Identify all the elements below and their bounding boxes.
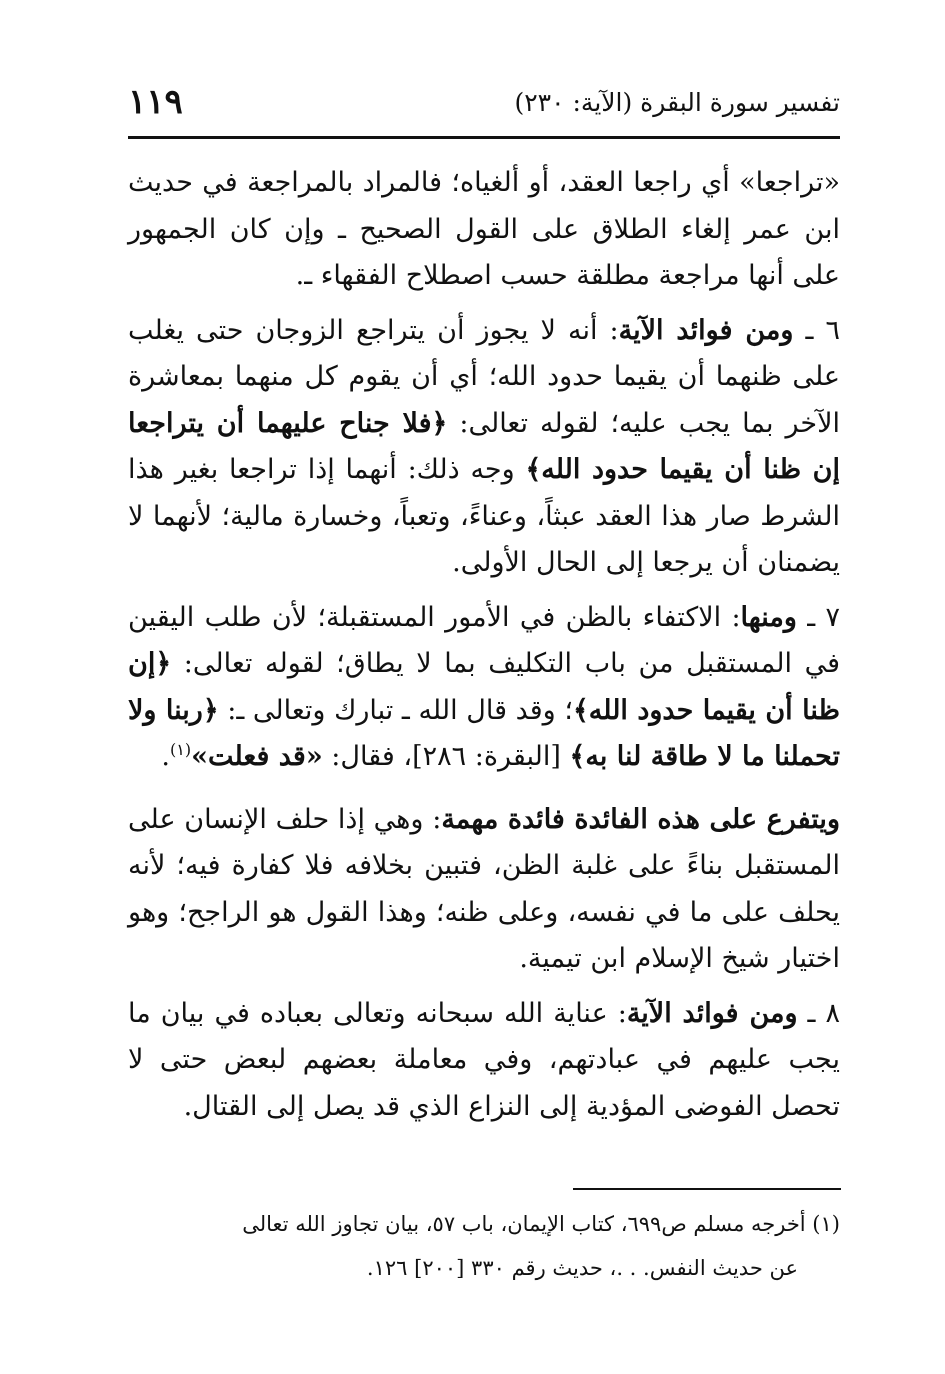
paragraph-7-text-a: : الاكتفاء بالظن في الأمور المستقبلة؛ لأن طلب اليقين في المستقبل من باب التكليف بما لا يطاق؛ لقوله تعالى: — [128, 601, 840, 679]
paragraph-1 — [128, 160, 840, 300]
footnote-line-2: عن حديث النفس. . .، حديث رقم ٣٣٠ [٢٠٠] ١٢٦. — [366, 1256, 798, 1280]
running-header — [128, 82, 840, 132]
paragraph-8-number: ٨ ـ — [797, 997, 840, 1029]
paragraph-derived-lead: ويتفرع على هذه الفائدة فائدة مهمة — [441, 803, 840, 835]
paragraph-7-text-c: [البقرة: ٢٨٦]، فقال: — [322, 741, 570, 772]
paragraph-6 — [128, 308, 840, 587]
footnote-reference[interactable]: (١) — [170, 740, 192, 759]
paragraph-1-text: «تراجعا» أي راجعا العقد، أو ألغياه؛ فالمراد بالمراجعة في حديث ابن عمر إلغاء الطلاق على القول الصحيح ـ وإن كان الجمهور على أنها مراجعة مطلقة حسب اصطلاح الفقهاء ـ. — [128, 167, 840, 291]
paragraph-7 — [128, 595, 840, 781]
footnote-separator — [573, 1188, 841, 1190]
paragraph-7-verse-2: ﴿ربنا ولا تحملنا ما لا طاقة لنا به﴾ — [128, 694, 840, 772]
paragraph-derived-benefit — [128, 797, 840, 983]
main-text — [128, 160, 840, 1138]
footnote-line-1: (١) أخرجه مسلم ص٦٩٩، كتاب الإيمان، باب ٥٧، بيان تجاوز الله تعالى — [242, 1212, 840, 1236]
paragraph-7-quote: «قد فعلت» — [191, 741, 323, 772]
paragraph-8-lead: ومن فوائد الآية — [626, 997, 798, 1029]
header-rule — [128, 136, 840, 139]
paragraph-6-lead: ومن فوائد الآية — [618, 314, 794, 346]
paragraph-6-number: ٦ ـ — [793, 314, 840, 346]
header-title: تفسير سورة البقرة (الآية: ٢٣٠) — [514, 88, 840, 117]
paragraph-8-text: : عناية الله سبحانه وتعالى بعباده في بيان ما يجب عليهم في عبادتهم، وفي معاملة بعضهم لبعض حتى لا تحصل الفوضى المؤدية إلى النزاع الذي قد يصل إلى القتال. — [128, 997, 840, 1122]
footnote — [128, 1202, 840, 1290]
paragraph-7-text-b: ؛ وقد قال الله ـ تبارك وتعالى ـ: — [218, 694, 573, 726]
paragraph-6-text-b: وجه ذلك: أنهما إذا تراجعا بغير هذا الشرط صار هذا العقد عبثاً، وعناءً، وتعباً، وخسارة مالية؛ لأنهما لا يضمنان أن يرجعا إلى الحال الأولى. — [128, 454, 840, 578]
paragraph-8 — [128, 991, 840, 1131]
page-number: ١١٩ — [128, 82, 183, 122]
paragraph-7-lead: ومنها — [740, 601, 797, 633]
paragraph-derived-text: : وهي إذا حلف الإنسان على المستقبل بناءً على غلبة الظن، فتبين بخلافه فلا كفارة فيه؛ لأنه يحلف على ما في نفسه، وعلى ظنه؛ وهذا القول هو الراجح؛ وهو اختيار شيخ الإسلام ابن تيمية. — [128, 803, 840, 974]
paragraph-7-verse-1: ﴿إن ظنا أن يقيما حدود الله﴾ — [128, 648, 840, 726]
paragraph-6-verse: ﴿فلا جناح عليهما أن يتراجعا إن ظنا أن يقيما حدود الله﴾ — [128, 407, 840, 485]
paragraph-6-text-a: : أنه لا يجوز أن يتراجع الزوجان حتى يغلب على ظنهما أن يقيما حدود الله؛ أي أن يقوم كل منهما بمعاشرة الآخر بما يجب عليه؛ لقوله تعالى: — [128, 314, 840, 439]
paragraph-7-number: ٧ ـ — [796, 601, 840, 633]
paragraph-7-end: . — [161, 741, 170, 772]
